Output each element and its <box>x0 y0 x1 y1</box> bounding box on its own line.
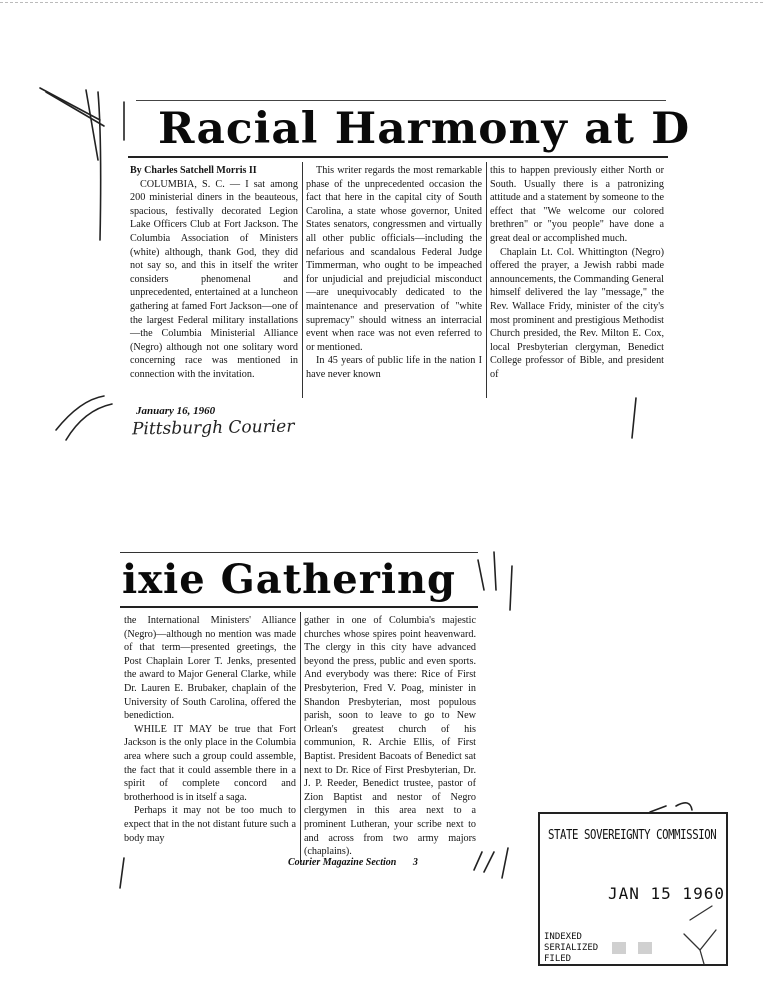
paragraph: In 45 years of public life in the nation I have never known <box>306 355 482 380</box>
paragraph: COLUMBIA, S. C. — I sat among 200 ministerial diners in the beauteous, spacious, festivally decorated Legion Lake Officers Club at Fort Jackson. The Columbia Association of Ministers (white) although, thank God, they did not say so, and this in itself the writer considers phenomenal and unprecedented, entertained at a luncheon gathering at famed Fort Jackson—one of the largest Federal military installations—the Columbia Ministerial Alliance (Negro) although not one solitary word concerning race was mentioned in connection with the invitation. <box>130 178 298 380</box>
paragraph: WHILE IT MAY be true that Fort Jackson is the only place in the Columbia area where such a group could assemble, the fact that it could assemble there in a spirit of complete concord and brotherhood is in itself a saga. <box>124 723 296 803</box>
stamp-title: STATE SOVEREIGNTY COMMISSION <box>548 828 717 843</box>
paragraph: gather in one of Columbia's majestic churches whose spires point heavenward. The clergy in this city have advanced beyond the press, public and even sports. And everybody was there: Rice of First Presbyterion, Fred V. Poag, minister in Shandon Presbyterian, most populous parish, soon to leave to go to New Orlean's greatest church of his communion, R. Archie Ellis, of First Baptist. President Bacoats of Benedict sat next to Dr. Rice of First Presbyterian, Dr. J. P. Reeder, Benedict trustee, pastor of Zion Baptist and nestor of Negro clergymen in this area next to a prominent Lutheran, your scribe next to and across from two army majors (chaplains). <box>304 615 476 858</box>
headline-dixie-gathering: ixie Gathering <box>122 556 457 603</box>
pen-stroke <box>478 560 484 590</box>
clipping-date: January 16, 1960 <box>136 405 216 417</box>
pen-stroke <box>494 552 496 590</box>
section-name: Courier Magazine Section <box>288 857 397 868</box>
pen-stroke <box>676 803 692 810</box>
pen-stroke <box>690 906 712 920</box>
pen-stroke <box>632 398 636 438</box>
paragraph: this to happen previously either North or South. Usually there is a patronizing attitude and a statement by someone to the effect that "We welcome our colored brethren" or "you people" have done a great deal or accomplished much. <box>490 165 664 244</box>
pen-stroke <box>502 848 508 878</box>
pen-stroke <box>700 950 704 964</box>
pen-stroke <box>66 404 112 440</box>
stamp-signature-box <box>612 942 626 954</box>
section-number: 3 <box>412 857 418 868</box>
stamp-signature-box <box>638 942 652 954</box>
stamp-field-serialized: SERIALIZED <box>544 943 599 953</box>
paragraph: the International Ministers' Alliance (Negro)—although no mention was made of that term—presented greetings, the Post Chaplain Lorer T. Jenks, presented the award to Major General Clarke, while Dr. Lauren E. Brubaker, chaplain of the University of South Carolina, offered the benediction. <box>124 615 296 722</box>
stamp-date: JAN 15 1960 <box>608 884 725 903</box>
pen-stroke <box>684 930 716 950</box>
paragraph: Perhaps it may not be too much to expect that in the not distant future such a body may <box>124 805 296 844</box>
handwritten-source-note: Pittsburgh Courier <box>131 416 295 440</box>
pen-stroke <box>86 90 98 160</box>
pen-stroke <box>98 92 101 240</box>
byline: By Charles Satchell Morris II <box>130 165 257 176</box>
pen-stroke <box>484 852 494 872</box>
pen-stroke <box>120 858 124 888</box>
pen-stroke <box>56 396 104 430</box>
stamp-field-indexed: INDEXED <box>544 932 582 942</box>
headline-racial-harmony: Racial Harmony at D <box>158 104 691 154</box>
stamp-field-filed: FILED <box>544 954 572 964</box>
pen-stroke <box>46 92 104 126</box>
pen-stroke <box>474 852 482 870</box>
pen-stroke <box>510 566 512 610</box>
paragraph: This writer regards the most remarkable phase of the unprecedented occasion the fact that here in the capital city of South Carolina, a state whose governor, United States senators, congressmen and virtually all other public officials—including the nefarious and scandalous Federal Judge Timmerman, who ought to be impeached for unjudicial and prejudicial misconduct—are unequivocably dedicated to the maintenance and preservation of "white supremacy" should witness an interracial event when race was not even referred to or mentioned. <box>306 165 482 353</box>
pen-stroke <box>650 806 666 812</box>
paragraph: Chaplain Lt. Col. Whittington (Negro) offered the prayer, a Jewish rabbi made announcements, the Commanding General himself delivered the lay "message," the Rev. Wallace Fridy, minister of the city's most prominent and prestigious Methodist Church presided, the Rev. Milton E. Cox, local Presbyterian clergyman, Benedict College professor of Bible, and president of <box>490 246 664 380</box>
